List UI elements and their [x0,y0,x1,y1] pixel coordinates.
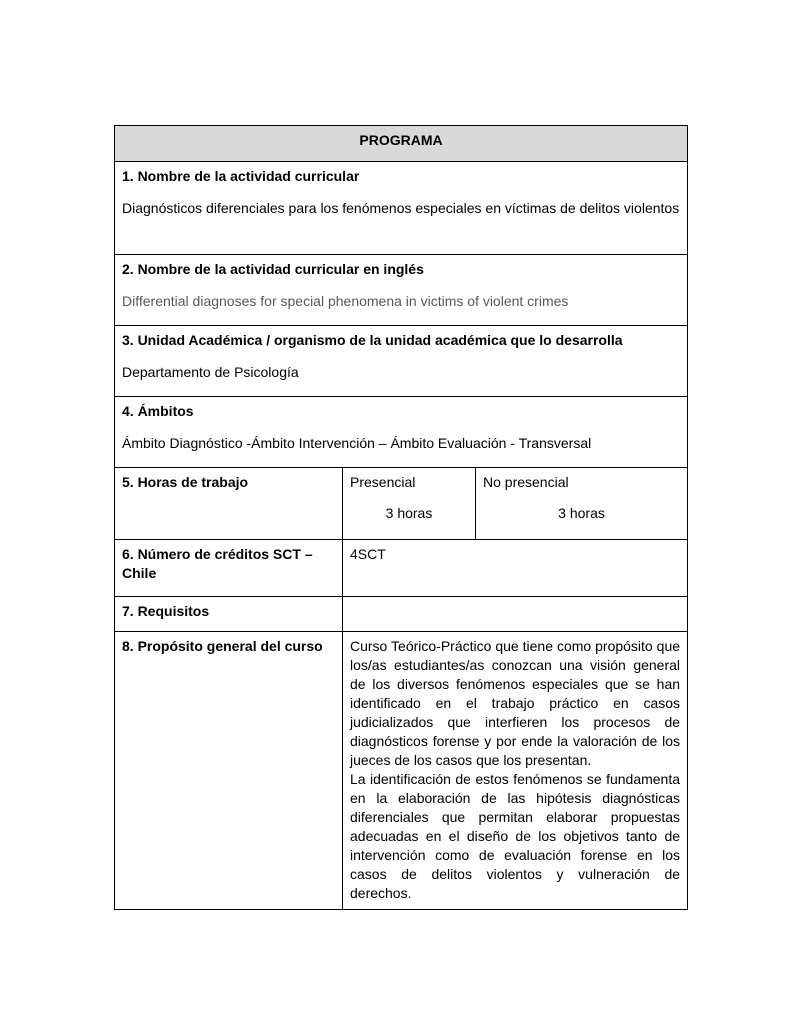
section-label: 2. Nombre de la actividad curricular en inglés [122,261,424,277]
section-label: 6. Número de créditos SCT – Chile [122,546,313,581]
section-value: Differential diagnoses for special phenomena in victims of violent crimes [122,293,569,309]
presencial-label: Presencial [350,474,416,490]
program-table [114,125,688,910]
section-label: 7. Requisitos [122,603,210,619]
section-label: 8. Propósito general del curso [122,638,323,654]
presencial-value: 3 horas [385,505,433,521]
section-label: 3. Unidad Académica / organismo de la unidad académica que lo desarrolla [122,332,623,348]
row-nombre-actividad [115,162,688,255]
row-requisitos [115,597,688,632]
row-nombre-ingles [115,255,688,326]
row-ambitos [115,397,688,468]
row-creditos [115,540,688,597]
proposito-paragraph-2: La identificación de estos fenómenos se fundamenta en la elaboración de las hipótesis diagnósticas diferenciales que permitan elaborar propuestas adecuadas en el diseño de los objetivos tanto de intervención como de evaluación forense en los casos de delitos violentos y vulneración de derechos. [350,771,681,901]
proposito-paragraph-1: Curso Teórico-Práctico que tiene como propósito que los/as estudiantes/as conozcan una visión general de los diversos fenómenos especiales que se han identificado en el trabajo práctico en casos judicializados que interfieren los procesos de diagnósticos forense y por ende la valoración de los jueces de los casos que los presentan. [350,638,681,768]
section-value: Ámbito Diagnóstico -Ámbito Intervención – Ámbito Evaluación - Transversal [122,435,592,451]
table-title: PROGRAMA [115,126,688,162]
section-value: 4SCT [350,546,386,562]
section-label: 5. Horas de trabajo [122,474,249,490]
row-proposito [115,632,688,910]
section-label: 1. Nombre de la actividad curricular [122,168,360,184]
section-label: 4. Ámbitos [122,403,194,419]
table-header-row [115,126,688,162]
no-presencial-value: 3 horas [558,505,605,521]
no-presencial-label: No presencial [483,474,569,490]
row-horas-trabajo [115,468,688,540]
section-value: Departamento de Psicología [122,364,299,380]
row-unidad-academica [115,326,688,397]
section-value: Diagnósticos diferenciales para los fenómenos especiales en víctimas de delitos violentos [122,200,680,216]
